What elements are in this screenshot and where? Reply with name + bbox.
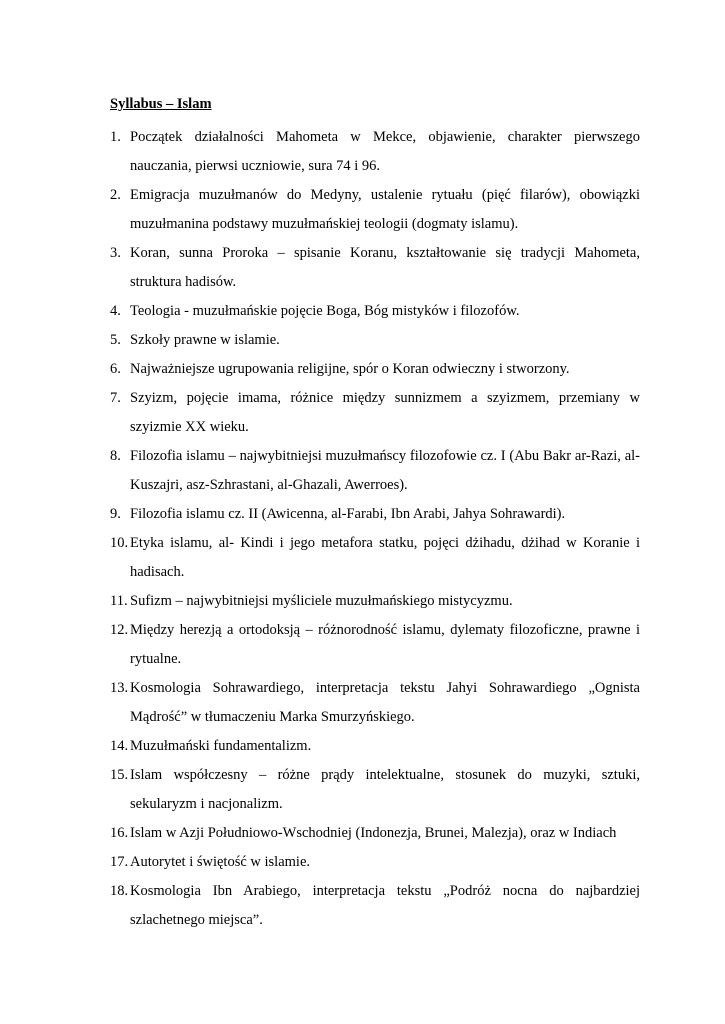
list-item: [110, 877, 640, 935]
item-number: 8.: [110, 448, 121, 464]
item-text: Filozofia islamu cz. II (Awicenna, al-Farabi, Ibn Arabi, Jahya Sohrawardi).: [130, 506, 566, 522]
item-text: Początek działalności Mahometa w Mekce, objawienie, charakter pierwszego nauczania, pierwsi uczniowie, sura 74 i 96.: [130, 129, 640, 174]
syllabus-title: Syllabus – Islam: [110, 96, 212, 112]
list-item: [110, 500, 640, 529]
list-item: [110, 616, 640, 674]
item-number: 9.: [110, 506, 121, 522]
item-text: Szyizm, pojęcie imama, różnice między sunnizmem a szyizmem, przemiany w szyizmie XX wieku.: [130, 390, 640, 435]
list-item: [110, 529, 640, 587]
item-number: 16.: [110, 825, 129, 841]
list-item: [110, 355, 640, 384]
item-number: 14.: [110, 738, 129, 754]
item-number: 5.: [110, 332, 121, 348]
item-text: Autorytet i świętość w islamie.: [130, 854, 311, 870]
list-item: [110, 326, 640, 355]
list-item: [110, 674, 640, 732]
item-text: Etyka islamu, al- Kindi i jego metafora statku, pojęci dżihadu, dżihad w Koranie i hadisach.: [130, 535, 640, 580]
item-text: Kosmologia Ibn Arabiego, interpretacja tekstu „Podróż nocna do najbardziej szlachetnego miejsca”.: [130, 883, 640, 928]
item-number: 1.: [110, 129, 121, 145]
item-number: 12.: [110, 622, 129, 638]
list-item: [110, 384, 640, 442]
item-text: Kosmologia Sohrawardiego, interpretacja tekstu Jahyi Sohrawardiego „Ognista Mądrość” w tłumaczeniu Marka Smurzyńskiego.: [130, 680, 640, 725]
item-text: Teologia - muzułmańskie pojęcie Boga, Bóg mistyków i filozofów.: [130, 303, 520, 319]
list-item: [110, 442, 640, 500]
item-text: Szkoły prawne w islamie.: [130, 332, 280, 348]
item-number: 4.: [110, 303, 121, 319]
item-text: Filozofia islamu – najwybitniejsi muzułmańscy filozofowie cz. I (Abu Bakr ar-Razi, al-Kuszajri, asz-Szhrastani, al-Ghazali, Awerroes).: [130, 448, 640, 493]
list-item: [110, 239, 640, 297]
item-text: Sufizm – najwybitniejsi myśliciele muzułmańskiego mistycyzmu.: [130, 593, 513, 609]
item-number: 13.: [110, 680, 129, 696]
list-item: [110, 181, 640, 239]
item-text: Między herezją a ortodoksją – różnorodność islamu, dylematy filozoficzne, prawne i rytualne.: [130, 622, 640, 667]
item-text: Muzułmański fundamentalizm.: [130, 738, 312, 754]
syllabus-topic-list: [110, 123, 640, 935]
item-text: Koran, sunna Proroka – spisanie Koranu, kształtowanie się tradycji Mahometa, struktura hadisów.: [130, 245, 640, 290]
item-number: 2.: [110, 187, 121, 203]
syllabus-page: [110, 94, 640, 935]
item-number: 3.: [110, 245, 121, 261]
item-number: 11.: [110, 593, 128, 609]
list-item: [110, 587, 640, 616]
item-number: 15.: [110, 767, 129, 783]
item-number: 18.: [110, 883, 129, 899]
list-item: [110, 297, 640, 326]
list-item: [110, 819, 640, 848]
item-number: 17.: [110, 854, 129, 870]
list-item: [110, 123, 640, 181]
item-number: 6.: [110, 361, 121, 377]
item-text: Najważniejsze ugrupowania religijne, spór o Koran odwieczny i stworzony.: [130, 361, 570, 377]
list-item: [110, 732, 640, 761]
item-text: Islam w Azji Południowo-Wschodniej (Indonezja, Brunei, Malezja), oraz w Indiach: [130, 825, 617, 841]
item-text: Islam współczesny – różne prądy intelektualne, stosunek do muzyki, sztuki, sekularyzm i nacjonalizm.: [130, 767, 640, 812]
item-text: Emigracja muzułmanów do Medyny, ustalenie rytuału (pięć filarów), obowiązki muzułmanina podstawy muzułmańskiej teologii (dogmaty islamu).: [130, 187, 640, 232]
item-number: 7.: [110, 390, 121, 406]
list-item: [110, 848, 640, 877]
list-item: [110, 761, 640, 819]
item-number: 10.: [110, 535, 129, 551]
